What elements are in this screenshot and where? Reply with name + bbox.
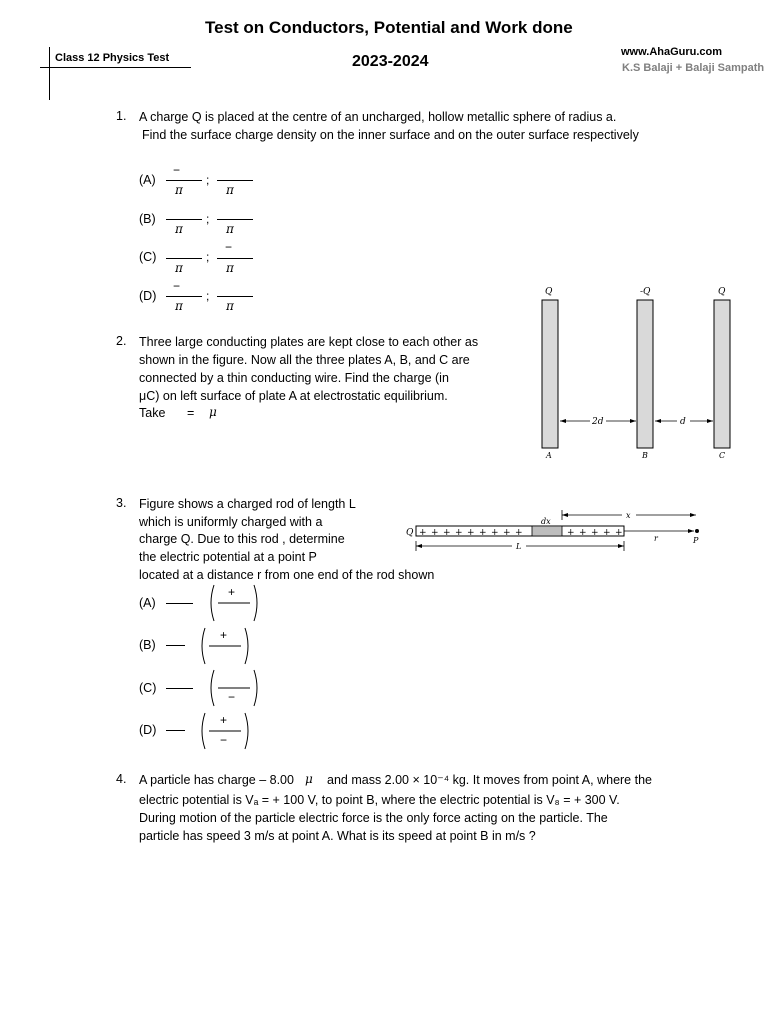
q1-option-c-right-bar xyxy=(217,258,253,259)
q4-line2: electric potential is Vₐ = + 100 V, to point B, where the electric potential is V₈ = + 300 V. xyxy=(139,793,620,807)
q1-option-b-right-bar xyxy=(217,219,253,220)
q3-rod-plus-sign: + xyxy=(503,528,511,538)
q1-option-d-left-num: − xyxy=(173,279,181,293)
q1-option-d-right-bar xyxy=(217,296,253,297)
q1-option-d-right-den: π xyxy=(226,299,234,313)
q2-charge-b: -Q xyxy=(640,287,651,297)
q1-option-a-right-den: π xyxy=(226,183,234,197)
q3-rod-plus-sign: + xyxy=(431,528,439,538)
q1-line2: Find the surface charge density on the inner surface and on the outer surface respectively xyxy=(142,128,639,142)
q3-option-b-paren-right xyxy=(245,628,248,664)
q3-rod-plus-sign: + xyxy=(455,528,463,538)
q2-plate-a xyxy=(542,300,558,448)
q3-point-p xyxy=(695,529,699,533)
q3-option-c-bottom: − xyxy=(228,690,236,704)
q3-length-label: L xyxy=(516,542,522,551)
q3-rod-plus-sign: + xyxy=(479,528,487,538)
q3-rod-plus-sign: + xyxy=(591,528,599,538)
q2-plate-label-c: C xyxy=(719,451,726,460)
q3-option-a-paren-right xyxy=(254,585,257,621)
q3-x-arrow-right xyxy=(690,513,696,517)
q3-option-b-top: + xyxy=(220,628,228,642)
q3-rod-plus-sign: + xyxy=(419,528,427,538)
q3-rod-plus-sign: + xyxy=(443,528,451,538)
q1-option-c-label: (C) xyxy=(139,250,157,264)
q3-line1: Figure shows a charged rod of length L xyxy=(139,497,356,511)
q3-option-d-label: (D) xyxy=(139,723,157,737)
q1-option-c-sep: ; xyxy=(206,250,210,264)
q3-option-a-prefactor-bar xyxy=(166,603,193,604)
q2-number: 2. xyxy=(116,334,127,348)
q1-option-a-right-bar xyxy=(217,180,253,181)
q3-r-label: r xyxy=(654,534,658,543)
q3-rod-plus-sign: + xyxy=(579,528,587,538)
q3-rod-plus-sign: + xyxy=(515,528,523,538)
q3-line4: the electric potential at a point P xyxy=(139,550,317,564)
q2-gap2-arrow-right xyxy=(707,419,713,423)
q3-rod-plus-sign: + xyxy=(567,528,575,538)
q3-element-label: dx xyxy=(541,517,551,526)
q4-number: 4. xyxy=(116,772,127,786)
q3-option-a-label: (A) xyxy=(139,596,156,610)
q1-option-b-left-den: π xyxy=(175,222,183,236)
q2-charge-a: Q xyxy=(545,287,553,297)
class-label: Class 12 Physics Test xyxy=(55,52,170,64)
q1-option-a-sep: ; xyxy=(206,173,210,187)
q3-r-arrow xyxy=(688,529,694,533)
q2-line1: Three large conducting plates are kept close to each other as xyxy=(139,335,479,349)
q3-l-arrow-left xyxy=(416,544,422,548)
q1-option-b-sep: ; xyxy=(206,212,210,226)
q3-option-c-paren-right xyxy=(254,670,257,706)
q3-option-d-paren-right xyxy=(245,713,248,749)
q1-option-a-left-den: π xyxy=(175,183,183,197)
q2-plate-label-a: A xyxy=(546,451,552,460)
q3-rod-element xyxy=(532,526,562,536)
q2-take-label: Take xyxy=(139,406,166,420)
q1-option-b-left-bar xyxy=(166,219,202,220)
q3-rod-figure xyxy=(400,505,710,555)
q1-option-c-left-den: π xyxy=(175,261,183,275)
q1-option-a-label: (A) xyxy=(139,173,156,187)
q1-line1: A charge Q is placed at the centre of an uncharged, hollow metallic sphere of radius a. xyxy=(139,110,617,124)
q3-rod-charge: Q xyxy=(406,528,414,538)
q3-option-a-paren-left xyxy=(211,585,214,621)
q2-take-mu: μ xyxy=(209,405,217,419)
q3-line5: located at a distance r from one end of the rod shown xyxy=(139,568,435,582)
q3-l-arrow-right xyxy=(618,544,624,548)
q1-option-d-label: (D) xyxy=(139,289,157,303)
q3-option-d-bottom: − xyxy=(220,733,228,747)
q4-line4: particle has speed 3 m/s at point A. What is its speed at point B in m/s ? xyxy=(139,829,536,843)
q2-plate-c xyxy=(714,300,730,448)
q3-option-d-paren-left xyxy=(202,713,205,749)
q1-option-d-left-bar xyxy=(166,296,202,297)
q2-line4: μC) on left surface of plate A at electrostatic equilibrium. xyxy=(139,389,448,403)
q1-option-d-left-den: π xyxy=(175,299,183,313)
q4-line3: During motion of the particle electric force is the only force acting on the particle. The xyxy=(139,811,608,825)
page-title: Test on Conductors, Potential and Work done xyxy=(205,18,573,37)
q2-line2: shown in the figure. Now all the three plates A, B, and C are xyxy=(139,353,470,367)
q4-line1-b: and mass 2.00 × 10⁻⁴ kg. It moves from point A, where the xyxy=(327,773,652,787)
q3-option-d-prefactor-bar xyxy=(166,730,185,731)
q4-line1-a: A particle has charge – 8.00 xyxy=(139,773,294,787)
website-link[interactable]: www.AhaGuru.com xyxy=(621,46,723,58)
q3-rod-plus-sign: + xyxy=(467,528,475,538)
q1-option-a-left-bar xyxy=(166,180,202,181)
q1-number: 1. xyxy=(116,109,127,123)
q3-rod-plus-signs xyxy=(419,528,623,538)
q3-option-b-prefactor-bar xyxy=(166,645,185,646)
q2-gap1-label: 2d xyxy=(592,417,604,427)
q3-option-a-top: + xyxy=(228,585,236,599)
q2-plate-label-b: B xyxy=(642,451,648,460)
q2-take-eq: = xyxy=(187,406,195,420)
q3-rod-plus-sign: + xyxy=(491,528,499,538)
q3-option-c-prefactor-bar xyxy=(166,688,193,689)
q3-option-b-paren-left xyxy=(202,628,205,664)
q1-option-d-sep: ; xyxy=(206,289,210,303)
q2-plates-figure xyxy=(520,280,750,465)
q2-gap1-arrow-left xyxy=(560,419,566,423)
q1-option-b-right-den: π xyxy=(226,222,234,236)
q2-plate-b xyxy=(637,300,653,448)
q3-x-arrow-left xyxy=(562,513,568,517)
q3-option-c-label: (C) xyxy=(139,681,157,695)
q1-option-c-left-bar xyxy=(166,258,202,259)
q1-option-b-label: (B) xyxy=(139,212,156,226)
q1-option-c-right-den: π xyxy=(226,261,234,275)
q3-line2: which is uniformly charged with a xyxy=(139,515,323,529)
q4-line1-mu: μ xyxy=(305,772,313,786)
authors: K.S Balaji + Balaji Sampath xyxy=(622,62,765,74)
q3-option-d-top: + xyxy=(220,713,228,727)
q2-gap1-arrow-right xyxy=(630,419,636,423)
q1-option-c-right-num: − xyxy=(225,240,233,254)
header-vertical-rule xyxy=(49,47,50,100)
q2-gap2-arrow-left xyxy=(655,419,661,423)
q3-option-b-label: (B) xyxy=(139,638,156,652)
header-horizontal-rule xyxy=(40,67,191,68)
q3-line3: charge Q. Due to this rod , determine xyxy=(139,532,345,546)
academic-year: 2023-2024 xyxy=(352,53,429,70)
q3-rod-plus-sign: + xyxy=(603,528,611,538)
q3-point-p-label: P xyxy=(693,536,699,545)
q3-number: 3. xyxy=(116,496,127,510)
q3-option-c-paren-left xyxy=(211,670,214,706)
q1-option-a-left-num: − xyxy=(173,163,181,177)
q2-gap2-label: d xyxy=(680,417,686,427)
q3-x-label: x xyxy=(626,511,631,520)
q3-rod-plus-sign: + xyxy=(615,528,623,538)
q2-line3: connected by a thin conducting wire. Find the charge (in xyxy=(139,371,449,385)
q2-charge-c: Q xyxy=(718,287,726,297)
